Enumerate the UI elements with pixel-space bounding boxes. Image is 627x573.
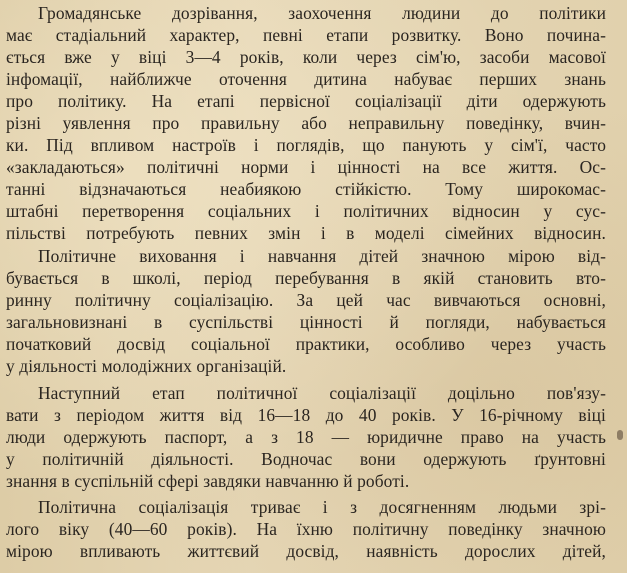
text-line: вати з періодом життя від 16—18 до 40 років. У 16-річному віці (6, 405, 606, 425)
text-line: бувається в школі, період перебування в якій становить вто- (6, 268, 606, 288)
text-line: загальновизнані в суспільстві цінності й погляди, набувається (6, 312, 606, 332)
text-line: танні відзначаються неабиякою стійкістю. Тому широкомас- (6, 179, 606, 199)
text-line: ки. Під впливом настроїв і поглядів, що панують у сім'ї, часто (6, 135, 606, 155)
text-line: у діяльності молодіжних організацій. (6, 356, 287, 376)
text-line: має стадіальний характер, певні етапи розвитку. Воно почина- (6, 25, 606, 45)
text-line: початковий досвід соціальної практики, особливо через участь (6, 334, 606, 354)
text-line: ринну політичну соціалізацію. За цей час вивчаються основні, (6, 290, 606, 310)
text-line: інфомації, найближче оточення дитина набуває перших знань (6, 69, 606, 89)
text-line: штабні перетворення соціальних і політичних відносин у сус- (6, 201, 606, 221)
document-page (6, 0, 606, 573)
text-line: Наступний етап політичної соціалізації доцільно пов'язу- (38, 383, 606, 403)
text-line: лого віку (40—60 років). На їхню політичну поведінку значною (6, 519, 606, 539)
text-line: різні уявлення про правильну або неправильну поведінку, вчин- (6, 113, 606, 133)
text-line: люди одержують паспорт, а з 18 — юридичне право на участь (6, 427, 606, 447)
text-line: про політику. На етапі первісної соціалізації діти одержують (6, 91, 606, 111)
text-line: Політичне виховання і навчання дітей значною мірою від- (38, 246, 606, 266)
text-line: пільстві потребують певних змін і в моделі сімейних відносин. (6, 223, 606, 243)
text-line: знання в суспільній сфері завдяки навчанню й роботі. (6, 471, 410, 491)
ink-smudge (617, 430, 623, 440)
text-line: Громадянське дозрівання, заохочення людини до політики (38, 3, 606, 23)
text-line: Політична соціалізація триває і з досягненням людьми зрі- (38, 497, 606, 517)
text-line: у політичній діяльності. Водночас вони одержують ґрунтовні (6, 449, 606, 469)
text-line: ється вже у віці 3—4 років, коли через сім'ю, засоби масової (6, 47, 606, 67)
text-line: мірою впливають життєвий досвід, наявність дорослих дітей, (6, 541, 606, 561)
text-line: «закладаються» політичні норми і цінності на все життя. Ос- (6, 157, 606, 177)
